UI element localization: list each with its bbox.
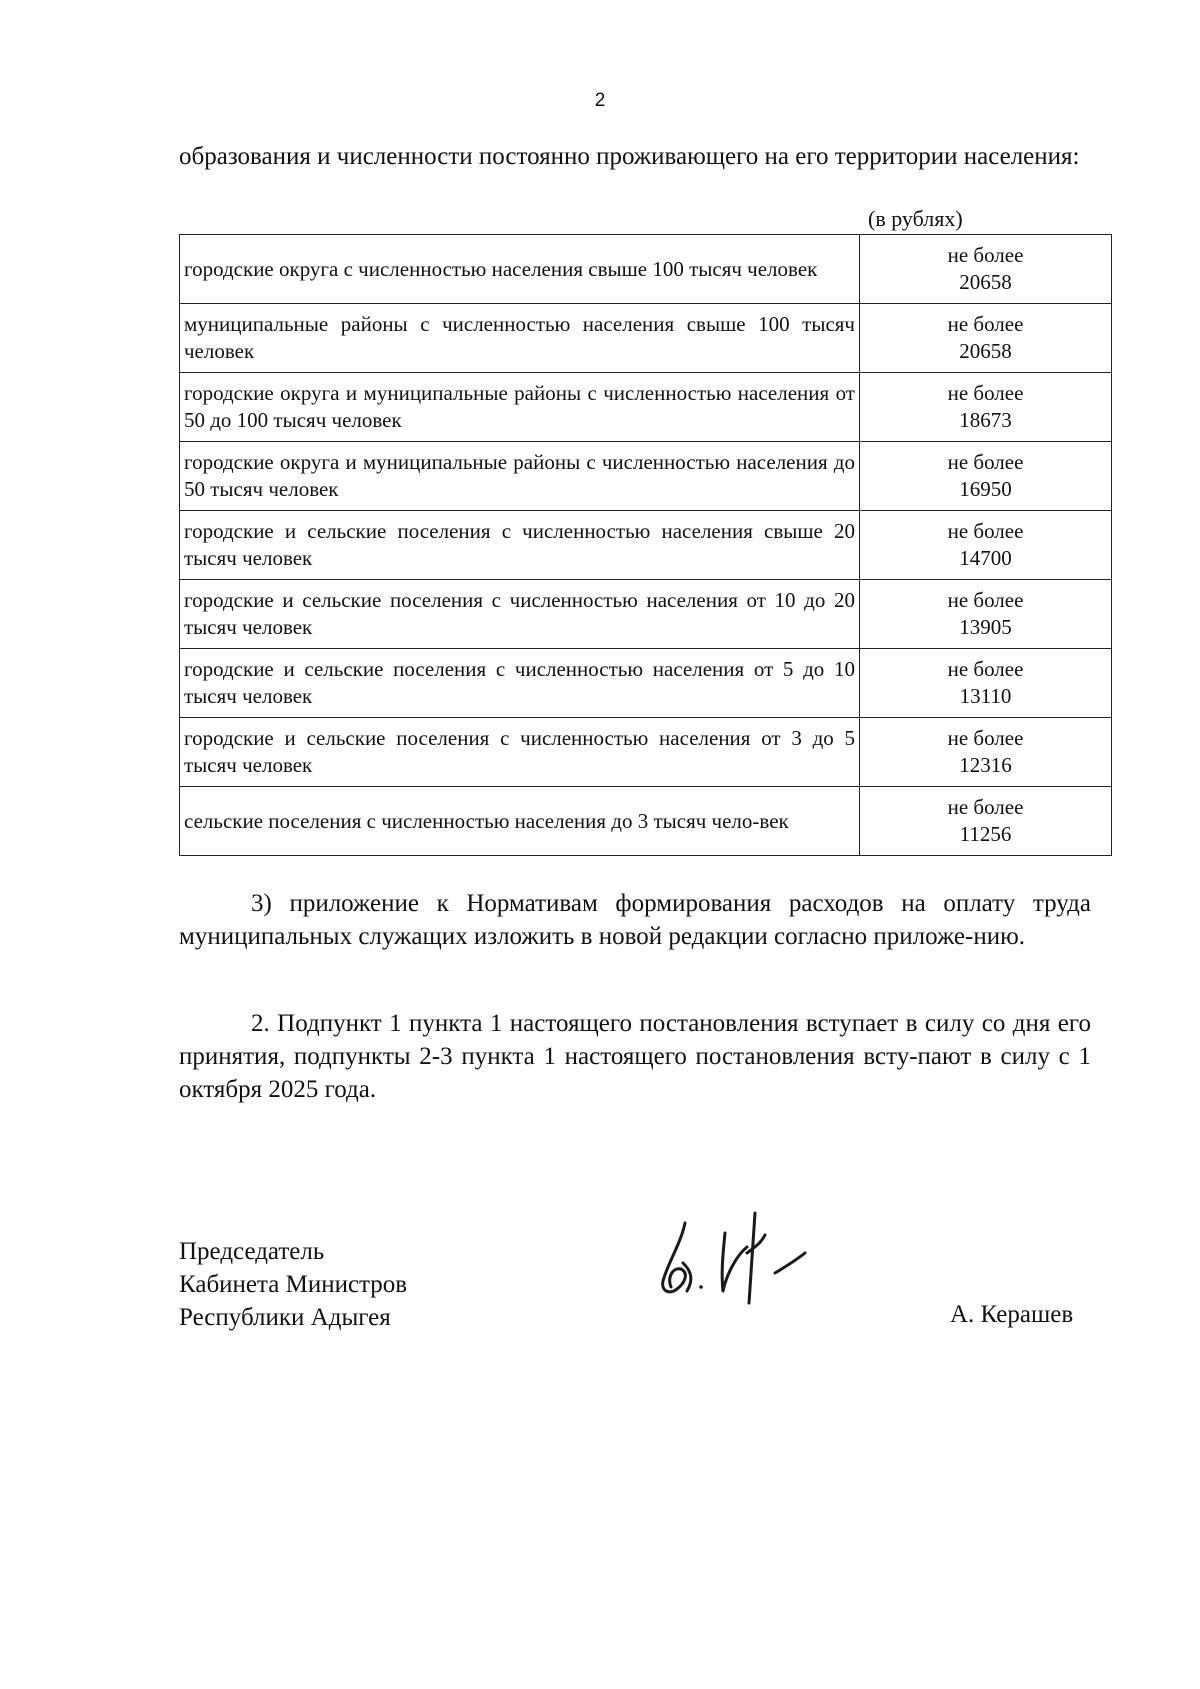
- row-limit: не более: [947, 243, 1024, 267]
- row-limit: не более: [947, 657, 1024, 681]
- row-value-cell: [860, 580, 1112, 649]
- table-row: [180, 580, 1112, 649]
- table-row: [180, 373, 1112, 442]
- row-limit: не более: [947, 381, 1024, 405]
- table-row: [180, 511, 1112, 580]
- row-value-cell: [860, 235, 1112, 304]
- handwritten-signature: [655, 1203, 835, 1313]
- row-limit: не более: [947, 312, 1024, 336]
- intro-text: образования и численности постоянно проживающего на его территории населения:: [179, 143, 1080, 170]
- table-row: [180, 787, 1112, 856]
- table-row: [180, 304, 1112, 373]
- row-value: 18673: [959, 408, 1012, 432]
- signatory-title-line: Председатель: [179, 1238, 325, 1265]
- paragraph-item-2: 2. Подпункт 1 пункта 1 настоящего постановления вступает в силу со дня его принятия, подпункты 2-3 пункта 1 настоящего постановления всту-пают в силу с 1 октября 2025 года.: [179, 1010, 1091, 1103]
- table-row: [180, 442, 1112, 511]
- table-row: [180, 235, 1112, 304]
- signer-name: А. Керашев: [950, 1301, 1074, 1328]
- row-limit: не более: [947, 795, 1024, 819]
- row-value: 14700: [959, 546, 1012, 570]
- row-value-cell: [860, 511, 1112, 580]
- row-limit: не более: [947, 450, 1024, 474]
- row-value-cell: [860, 304, 1112, 373]
- salary-norms-table: [179, 234, 1112, 856]
- table-row: [180, 718, 1112, 787]
- row-value: 16950: [959, 477, 1012, 501]
- units-note: (в рублях): [868, 206, 963, 231]
- row-category: городские и сельские поселения с численностью населения от 3 до 5 тысяч человек: [180, 718, 860, 787]
- signatory-title: [179, 1235, 407, 1334]
- row-category: городские округа и муниципальные районы с численностью населения до 50 тысяч человек: [180, 442, 860, 511]
- row-limit: не более: [947, 588, 1024, 612]
- row-value-cell: [860, 718, 1112, 787]
- row-category: городские округа и муниципальные районы с численностью населения от 50 до 100 тысяч человек: [180, 373, 860, 442]
- row-value: 12316: [959, 753, 1012, 777]
- row-category: городские и сельские поселения с численностью населения от 10 до 20 тысяч человек: [180, 580, 860, 649]
- row-value-cell: [860, 649, 1112, 718]
- row-value: 13110: [959, 684, 1012, 708]
- row-value-cell: [860, 373, 1112, 442]
- row-category: муниципальные районы с численностью населения свыше 100 тысяч человек: [180, 304, 860, 373]
- row-value: 20658: [959, 270, 1012, 294]
- row-value: 20658: [959, 339, 1012, 363]
- row-value-cell: [860, 787, 1112, 856]
- table-row: [180, 649, 1112, 718]
- signatory-title-line: Кабинета Министров: [179, 1271, 408, 1298]
- row-category: городские округа с численностью населения свыше 100 тысяч человек: [180, 235, 860, 304]
- row-category: сельские поселения с численностью населения до 3 тысяч чело-век: [180, 787, 860, 856]
- row-limit: не более: [947, 519, 1024, 543]
- row-value: 11256: [959, 822, 1012, 846]
- paragraph-item-3: 3) приложение к Нормативам формирования расходов на оплату труда муниципальных служащих изложить в новой редакции согласно приложе-нию.: [179, 890, 1091, 950]
- signatory-title-line: Республики Адыгея: [179, 1304, 391, 1331]
- row-category: городские и сельские поселения с численностью населения свыше 20 тысяч человек: [180, 511, 860, 580]
- row-value-cell: [860, 442, 1112, 511]
- row-category: городские и сельские поселения с численностью населения от 5 до 10 тысяч человек: [180, 649, 860, 718]
- page-number: 2: [594, 90, 606, 111]
- row-limit: не более: [947, 726, 1024, 750]
- row-value: 13905: [959, 615, 1012, 639]
